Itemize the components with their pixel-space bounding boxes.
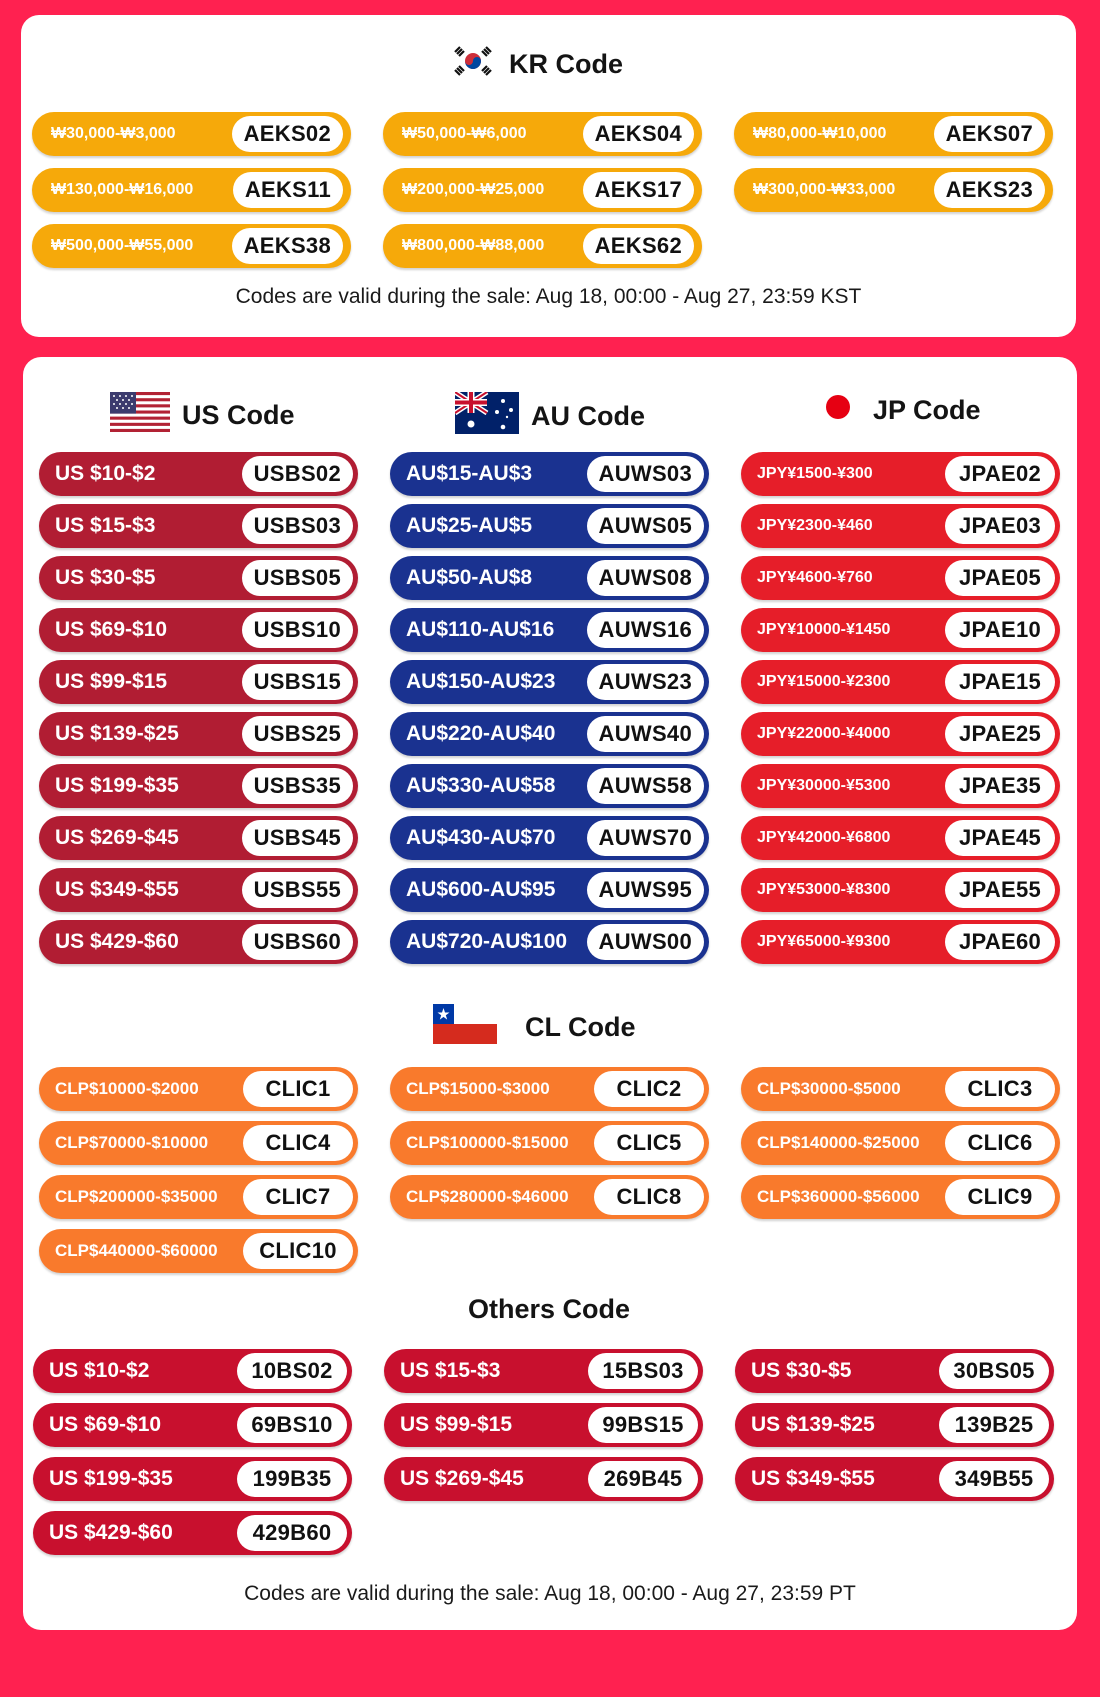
others-code-grid: [33, 1349, 1054, 1555]
discount-label: US $349-$55: [55, 878, 179, 901]
code-pill[interactable]: [741, 712, 1060, 756]
code-pill[interactable]: [741, 816, 1060, 860]
promo-code[interactable]: AEKS62: [583, 228, 694, 264]
discount-label: JPY¥22000-¥4000: [757, 725, 891, 742]
code-pill[interactable]: [390, 868, 709, 912]
code-pill[interactable]: [390, 504, 709, 548]
discount-label: CLP$440000-$60000: [55, 1241, 218, 1260]
discount-label: US $429-$60: [49, 1521, 173, 1544]
promo-code[interactable]: AUWS95: [587, 872, 705, 908]
discount-label: ₩80,000-₩10,000: [753, 125, 887, 142]
promo-code[interactable]: 15BS03: [588, 1353, 698, 1389]
promo-code[interactable]: 30BS05: [939, 1353, 1049, 1389]
promo-code[interactable]: AEKS11: [233, 172, 343, 208]
code-pill[interactable]: [390, 1067, 709, 1111]
promo-code[interactable]: AUWS03: [587, 456, 705, 492]
us-heading: [110, 392, 295, 439]
promo-code[interactable]: AEKS02: [232, 116, 343, 152]
cl-code-grid: [39, 1067, 1060, 1273]
code-pill[interactable]: [39, 764, 358, 808]
promo-code[interactable]: USBS10: [242, 612, 353, 648]
discount-label: US $99-$15: [55, 670, 168, 693]
discount-label: AU$25-AU$5: [406, 514, 533, 537]
kr-title: KR Code: [509, 49, 623, 79]
others-title: Others Code: [468, 1294, 631, 1324]
promo-code[interactable]: JPAE05: [945, 560, 1055, 596]
code-pill[interactable]: [39, 1229, 358, 1273]
jp-code-list: [741, 452, 1060, 964]
code-pill[interactable]: [741, 504, 1060, 548]
code-pill[interactable]: [39, 556, 358, 600]
code-pill[interactable]: [390, 816, 709, 860]
code-pill[interactable]: [735, 1457, 1054, 1501]
code-pill[interactable]: [741, 868, 1060, 912]
promo-code[interactable]: JPAE10: [945, 612, 1055, 648]
discount-label: CLP$30000-$5000: [757, 1079, 901, 1098]
discount-label: AU$220-AU$40: [406, 722, 556, 745]
code-pill[interactable]: [33, 1511, 352, 1555]
japan-flag-icon: [823, 392, 853, 429]
discount-label: ₩30,000-₩3,000: [51, 125, 176, 142]
promo-code[interactable]: USBS05: [242, 560, 353, 596]
promo-code[interactable]: CLIC4: [243, 1125, 353, 1161]
discount-label: JPY¥4600-¥760: [757, 569, 873, 586]
discount-label: JPY¥30000-¥5300: [757, 777, 891, 794]
code-pill[interactable]: [390, 556, 709, 600]
discount-label: ₩300,000-₩33,000: [753, 181, 896, 198]
discount-label: US $69-$10: [55, 618, 168, 641]
cl-title: CL Code: [525, 1012, 636, 1042]
discount-label: JPY¥42000-¥6800: [757, 829, 891, 846]
code-pill[interactable]: [390, 1121, 709, 1165]
promo-code[interactable]: AUWS16: [587, 612, 705, 648]
chile-flag-icon: [433, 1004, 497, 1051]
promo-code[interactable]: CLIC9: [945, 1179, 1055, 1215]
discount-label: AU$150-AU$23: [406, 670, 556, 693]
discount-label: CLP$100000-$15000: [406, 1133, 569, 1152]
code-pill[interactable]: [383, 224, 702, 268]
code-pill[interactable]: [39, 660, 358, 704]
discount-label: US $139-$25: [55, 722, 179, 745]
promo-code[interactable]: JPAE02: [945, 456, 1055, 492]
discount-label: ₩50,000-₩6,000: [402, 125, 527, 142]
discount-label: CLP$140000-$25000: [757, 1133, 920, 1152]
promo-code[interactable]: CLIC5: [594, 1125, 704, 1161]
code-pill[interactable]: [39, 1067, 358, 1111]
australia-flag-icon: [455, 392, 519, 441]
us-title: US Code: [182, 400, 295, 430]
code-pill[interactable]: [33, 1457, 352, 1501]
code-pill[interactable]: [735, 1403, 1054, 1447]
code-pill[interactable]: [390, 1175, 709, 1219]
discount-label: JPY¥2300-¥460: [757, 517, 873, 534]
discount-label: AU$330-AU$58: [406, 774, 556, 797]
discount-label: CLP$10000-$2000: [55, 1079, 199, 1098]
promo-code[interactable]: JPAE03: [945, 508, 1055, 544]
promo-code[interactable]: USBS35: [242, 768, 353, 804]
promo-code[interactable]: CLIC1: [243, 1071, 353, 1107]
discount-label: JPY¥15000-¥2300: [757, 673, 891, 690]
discount-label: ₩500,000-₩55,000: [51, 237, 194, 254]
promo-code[interactable]: AUWS00: [587, 924, 705, 960]
code-pill[interactable]: [383, 168, 702, 212]
code-pill[interactable]: [741, 660, 1060, 704]
promo-code[interactable]: JPAE45: [945, 820, 1055, 856]
promo-code[interactable]: CLIC10: [243, 1233, 353, 1269]
promo-code[interactable]: AUWS08: [587, 560, 705, 596]
discount-label: US $69-$10: [49, 1413, 162, 1436]
south-korea-flag-icon: [449, 43, 497, 86]
promo-code[interactable]: CLIC8: [594, 1179, 704, 1215]
code-pill[interactable]: [383, 112, 702, 156]
code-pill[interactable]: [39, 452, 358, 496]
au-heading: [455, 392, 645, 441]
promo-code[interactable]: USBS02: [242, 456, 353, 492]
discount-label: JPY¥53000-¥8300: [757, 881, 891, 898]
code-pill[interactable]: [39, 868, 358, 912]
united-states-flag-icon: [110, 392, 170, 439]
us-code-list: [39, 452, 358, 964]
discount-label: AU$600-AU$95: [406, 878, 556, 901]
discount-label: CLP$200000-$35000: [55, 1187, 218, 1206]
cl-heading: [433, 1004, 636, 1051]
others-validity-note: Codes are valid during the sale: Aug 18, 00:00 - Aug 27, 23:59 PT: [244, 1582, 856, 1605]
discount-label: CLP$70000-$10000: [55, 1133, 209, 1152]
promo-code[interactable]: CLIC7: [243, 1179, 353, 1215]
discount-label: AU$430-AU$70: [406, 826, 556, 849]
discount-label: AU$50-AU$8: [406, 566, 533, 589]
promo-code[interactable]: CLIC3: [945, 1071, 1055, 1107]
others-heading: [468, 1294, 630, 1325]
jp-title: JP Code: [873, 395, 981, 425]
code-pill[interactable]: [390, 608, 709, 652]
code-pill[interactable]: [39, 504, 358, 548]
code-pill[interactable]: [741, 452, 1060, 496]
discount-label: US $10-$2: [55, 462, 156, 485]
code-pill[interactable]: [741, 1121, 1060, 1165]
discount-label: JPY¥10000-¥1450: [757, 621, 891, 638]
code-pill[interactable]: [741, 556, 1060, 600]
code-pill[interactable]: [39, 816, 358, 860]
au-code-list: [390, 452, 709, 964]
discount-label: ₩800,000-₩88,000: [402, 237, 545, 254]
code-pill[interactable]: [735, 1349, 1054, 1393]
kr-code-grid: [32, 112, 1053, 268]
discount-label: US $199-$35: [55, 774, 179, 797]
kr-validity-note: Codes are valid during the sale: Aug 18, 00:00 - Aug 27, 23:59 KST: [235, 285, 862, 308]
promo-code[interactable]: 349B55: [939, 1461, 1049, 1497]
au-title: AU Code: [531, 401, 645, 431]
promo-code[interactable]: JPAE60: [945, 924, 1055, 960]
code-pill[interactable]: [39, 1175, 358, 1219]
promo-code[interactable]: 269B45: [588, 1461, 698, 1497]
promo-code[interactable]: 199B35: [237, 1461, 347, 1497]
promo-code[interactable]: CLIC6: [945, 1125, 1055, 1161]
code-pill[interactable]: [741, 608, 1060, 652]
code-pill[interactable]: [32, 112, 351, 156]
discount-label: US $269-$45: [400, 1467, 524, 1490]
code-pill[interactable]: [32, 168, 351, 212]
code-pill[interactable]: [39, 1121, 358, 1165]
code-pill[interactable]: [384, 1403, 703, 1447]
code-pill[interactable]: [33, 1349, 352, 1393]
promo-code[interactable]: 10BS02: [237, 1353, 347, 1389]
promo-code[interactable]: AEKS38: [232, 228, 343, 264]
promo-code[interactable]: 429B60: [237, 1515, 347, 1551]
discount-label: ₩130,000-₩16,000: [51, 181, 194, 198]
discount-label: JPY¥65000-¥9300: [757, 933, 891, 950]
promo-code[interactable]: USBS45: [242, 820, 353, 856]
discount-label: US $429-$60: [55, 930, 179, 953]
code-pill[interactable]: [741, 1067, 1060, 1111]
promo-code[interactable]: 99BS15: [588, 1407, 698, 1443]
promo-code[interactable]: CLIC2: [594, 1071, 704, 1107]
promo-code[interactable]: AUWS70: [587, 820, 705, 856]
promo-code[interactable]: USBS15: [242, 664, 353, 700]
discount-label: CLP$15000-$3000: [406, 1079, 550, 1098]
code-pill[interactable]: [39, 920, 358, 964]
code-pill[interactable]: [734, 168, 1053, 212]
promo-code[interactable]: AUWS58: [587, 768, 705, 804]
promo-code[interactable]: AUWS40: [587, 716, 705, 752]
discount-label: JPY¥1500-¥300: [757, 465, 873, 482]
promo-code[interactable]: USBS03: [242, 508, 353, 544]
code-pill[interactable]: [390, 452, 709, 496]
discount-label: US $199-$35: [49, 1467, 173, 1490]
discount-label: US $349-$55: [751, 1467, 875, 1490]
discount-label: US $30-$5: [55, 566, 156, 589]
promo-code[interactable]: AEKS04: [583, 116, 694, 152]
discount-label: US $269-$45: [55, 826, 179, 849]
promo-code[interactable]: AEKS17: [583, 172, 694, 208]
promo-code[interactable]: JPAE25: [945, 716, 1055, 752]
promo-code[interactable]: AUWS05: [587, 508, 705, 544]
code-pill[interactable]: [741, 1175, 1060, 1219]
discount-label: AU$15-AU$3: [406, 462, 533, 485]
discount-label: AU$720-AU$100: [406, 930, 568, 953]
promo-code[interactable]: JPAE55: [945, 872, 1055, 908]
discount-label: US $30-$5: [751, 1359, 852, 1382]
discount-label: US $15-$3: [55, 514, 156, 537]
code-pill[interactable]: [741, 764, 1060, 808]
code-pill[interactable]: [734, 112, 1053, 156]
code-pill[interactable]: [741, 920, 1060, 964]
code-pill[interactable]: [32, 224, 351, 268]
code-pill[interactable]: [39, 712, 358, 756]
code-pill[interactable]: [390, 920, 709, 964]
promo-code[interactable]: AUWS23: [587, 664, 705, 700]
promo-code[interactable]: 139B25: [939, 1407, 1049, 1443]
promo-code[interactable]: USBS55: [242, 872, 353, 908]
promo-code[interactable]: AEKS07: [934, 116, 1045, 152]
kr-code-card: [21, 15, 1076, 337]
code-pill[interactable]: [384, 1349, 703, 1393]
discount-label: ₩200,000-₩25,000: [402, 181, 545, 198]
promo-code[interactable]: JPAE15: [945, 664, 1055, 700]
jp-heading: [823, 392, 981, 429]
code-pill[interactable]: [33, 1403, 352, 1447]
discount-label: CLP$280000-$46000: [406, 1187, 569, 1206]
promo-code[interactable]: USBS25: [242, 716, 353, 752]
code-pill[interactable]: [384, 1457, 703, 1501]
kr-heading: [449, 43, 623, 86]
code-pill[interactable]: [390, 712, 709, 756]
discount-label: US $99-$15: [400, 1413, 513, 1436]
discount-label: CLP$360000-$56000: [757, 1187, 920, 1206]
code-pill[interactable]: [39, 608, 358, 652]
discount-label: US $10-$2: [49, 1359, 150, 1382]
code-pill[interactable]: [390, 660, 709, 704]
discount-label: US $139-$25: [751, 1413, 875, 1436]
international-code-card: [23, 357, 1077, 1630]
promo-code[interactable]: USBS60: [242, 924, 353, 960]
promo-code[interactable]: AEKS23: [934, 172, 1045, 208]
discount-label: AU$110-AU$16: [406, 618, 555, 641]
promo-code[interactable]: 69BS10: [237, 1407, 347, 1443]
discount-label: US $15-$3: [400, 1359, 501, 1382]
promo-code[interactable]: JPAE35: [945, 768, 1055, 804]
code-pill[interactable]: [390, 764, 709, 808]
